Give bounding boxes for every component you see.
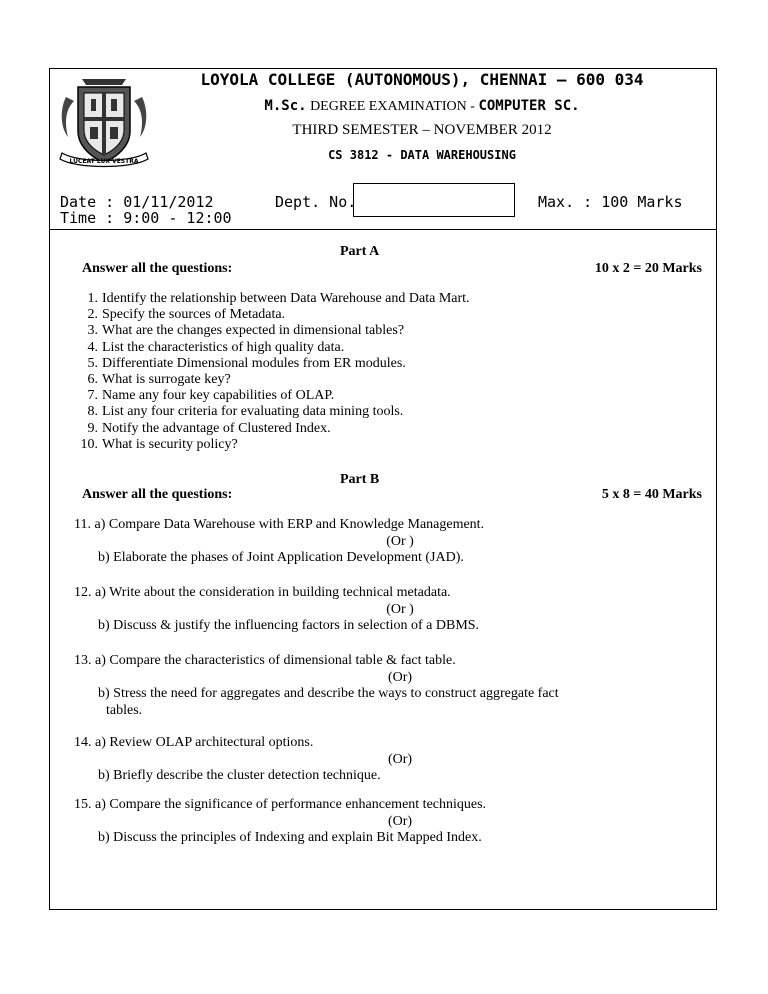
course-title: CS 3812 - DATA WAREHOUSING: [328, 148, 516, 162]
question-block-11: 11. a) Compare Data Warehouse with ERP and Knowledge Management. (Or ) b) Elaborate the phases of Joint Application Development (JAD).: [74, 517, 485, 565]
list-item: 2. Specify the sources of Metadata.: [87, 307, 286, 323]
exam-sheet: [49, 68, 717, 910]
part-a-question-list: [66, 291, 470, 453]
list-item: 9. Notify the advantage of Clustered Index.: [87, 420, 331, 436]
part-a-marks: 10 x 2 = 20 Marks: [594, 261, 702, 276]
exam-date: Date : 01/11/2012: [60, 193, 214, 211]
part-b-marks: 5 x 8 = 40 Marks: [601, 487, 702, 502]
list-item: 1. Identify the relationship between Data Warehouse and Data Mart.: [87, 291, 470, 306]
question-block-12: 12. a) Write about the consideration in building technical metadata. (Or ) b) Discuss & justify the influencing factors in selection of a DBMS.: [74, 585, 480, 633]
list-item: 5. Differentiate Dimensional modules from ER modules.: [87, 355, 406, 371]
max-marks: Max. : 100 Marks: [538, 193, 683, 211]
list-item: 8. List any four criteria for evaluating data mining tools.: [87, 404, 404, 420]
college-crest-logo: [56, 75, 152, 175]
dept-number-box[interactable]: [353, 183, 515, 217]
part-a-instruction: Answer all the questions:: [82, 261, 233, 276]
semester-line: THIRD SEMESTER – NOVEMBER 2012: [292, 122, 552, 138]
exam-time: Time : 9:00 - 12:00: [60, 209, 232, 227]
part-b-title: Part B: [340, 472, 380, 487]
subject-label: COMPUTER SC.: [478, 98, 580, 114]
exam-line: [142, 98, 702, 115]
header-divider: [50, 229, 716, 230]
question-block-15: 15. a) Compare the significance of performance enhancement techniques. (Or) b) Discuss the principles of Indexing and explain Bit Mapped Index.: [74, 797, 487, 845]
dept-label: Dept. No.: [275, 193, 357, 211]
degree-label: M.Sc.: [264, 98, 307, 114]
exam-type: DEGREE EXAMINATION -: [306, 99, 479, 114]
part-a-title: Part A: [340, 244, 380, 259]
list-item: 3. What are the changes expected in dimensional tables?: [87, 323, 405, 339]
list-item: 7. Name any four key capabilities of OLAP.: [87, 388, 335, 404]
list-item: 4. List the characteristics of high quality data.: [87, 339, 345, 355]
part-b-instruction: Answer all the questions:: [82, 487, 233, 502]
college-title: LOYOLA COLLEGE (AUTONOMOUS), CHENNAI – 600 034: [200, 70, 644, 89]
list-item: 6. What is surrogate key?: [87, 372, 231, 388]
question-block-13: 13. a) Compare the characteristics of dimensional table & fact table. (Or) b) Stress the need for aggregates and describe the ways to construct aggregate fact tables.: [74, 653, 559, 718]
list-item: 10. What is security policy?: [80, 436, 238, 452]
question-block-14: 14. a) Review OLAP architectural options. (Or) b) Briefly describe the cluster detection technique.: [74, 735, 413, 783]
crest-motto: LUCEAT LUX VESTRA: [69, 158, 139, 165]
